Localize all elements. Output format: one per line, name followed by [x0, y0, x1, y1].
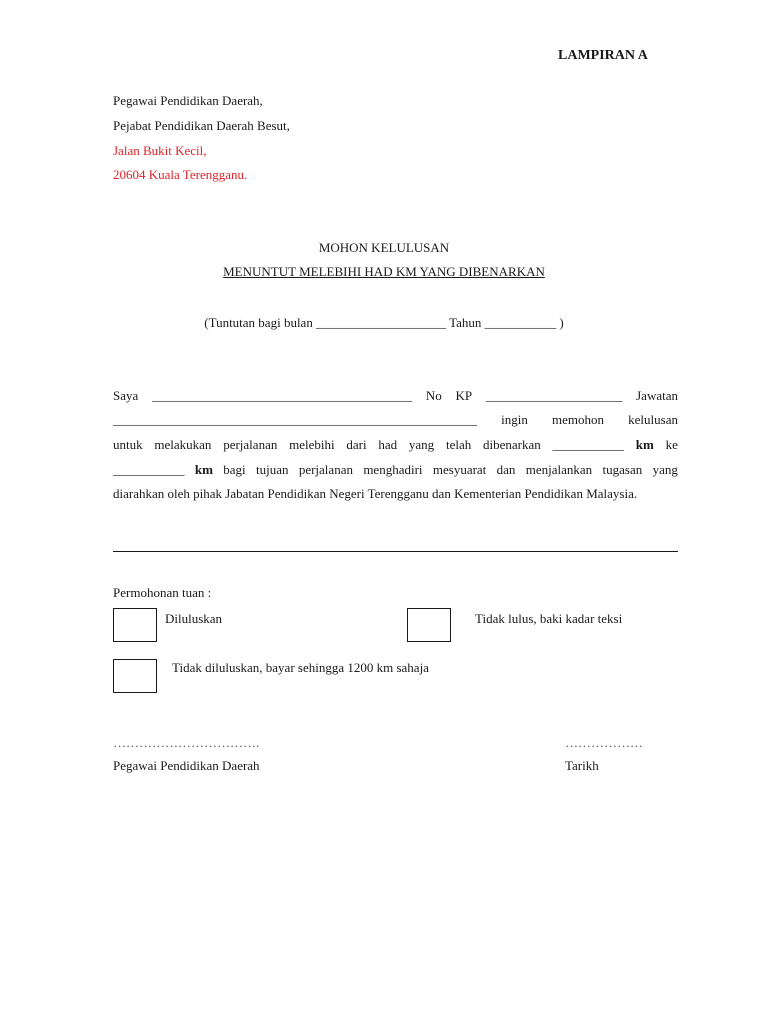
body-word: melakukan [154, 437, 212, 452]
body-word: mesyuarat [432, 462, 487, 477]
body-word: tugasan [602, 462, 643, 477]
body-line-1 [113, 388, 678, 404]
form-title: MOHON KELULUSAN [318, 240, 450, 255]
body-word: perjalanan [223, 437, 278, 452]
body-word: tujuan [255, 462, 289, 477]
signature-line-right: ……………… [565, 735, 643, 750]
address-line-3: Jalan Bukit Kecil, [113, 143, 207, 158]
body-word: had [378, 437, 398, 452]
year-blank: ___________ [484, 315, 557, 330]
body-word: dari [346, 437, 367, 452]
km-blank-2: ___________ [113, 462, 185, 477]
body-line-4 [113, 462, 678, 478]
address-line-2: Pejabat Pendidikan Daerah Besut, [113, 118, 290, 133]
body-line-2 [113, 412, 678, 428]
word-ke: ke [665, 437, 678, 452]
section-divider [113, 551, 678, 552]
claim-period-open: (Tuntutan bagi bulan [204, 315, 313, 330]
km-unit-1: km [635, 437, 654, 452]
body-line-5 [113, 486, 678, 502]
signature-line-left: ……………………………. [113, 735, 260, 750]
kp-label: KP [455, 388, 473, 403]
body-word: menjalankan [525, 462, 593, 477]
no-label: No [425, 388, 442, 403]
checkbox-tidak-lulus[interactable] [407, 608, 451, 642]
jawatan-blank: ________________________________________________________ [113, 412, 477, 427]
body-word: yang [652, 462, 678, 477]
lampiran-label: LAMPIRAN A [558, 48, 648, 63]
body-word: untuk [113, 437, 143, 452]
date-label: Tarikh [565, 758, 599, 773]
kp-blank: _____________________ [485, 388, 623, 403]
name-blank: ________________________________________ [152, 388, 413, 403]
body-line-5-text: diarahkan oleh pihak Jabatan Pendidikan Negeri Terengganu dan Kementerian Pendidikan Malaysia. [113, 486, 638, 501]
body-word: menghadiri [363, 462, 423, 477]
saya-label: Saya [113, 388, 139, 403]
signature-label-ppd: Pegawai Pendidikan Daerah [113, 758, 260, 773]
body-word: bagi [223, 462, 246, 477]
km-unit-2: km [194, 462, 213, 477]
km-blank-1: ___________ [552, 437, 625, 452]
word-memohon: memohon [552, 412, 605, 427]
option-tidak-lulus-label: Tidak lulus, baki kadar teksi [475, 611, 623, 626]
claim-period-close: ) [559, 315, 564, 330]
form-subtitle-text: MENUNTUT MELEBIHI HAD KM YANG DIBENARKAN [223, 264, 545, 279]
form-subtitle [0, 264, 768, 280]
word-ingin: ingin [501, 412, 528, 427]
body-word: melebihi [289, 437, 335, 452]
address-line-4: 20604 Kuala Terengganu. [113, 167, 248, 182]
body-word: dibenarkan [482, 437, 541, 452]
year-label: Tahun [449, 315, 482, 330]
checkbox-diluluskan[interactable] [113, 608, 157, 642]
month-blank: ____________________ [316, 315, 447, 330]
claim-period-line [0, 315, 768, 331]
decision-heading: Permohonan tuan : [113, 585, 212, 600]
body-word: dan [496, 462, 516, 477]
checkbox-tidak-diluluskan[interactable] [113, 659, 157, 693]
body-line-3 [113, 437, 678, 453]
word-kelulusan: kelulusan [628, 412, 678, 427]
body-word: yang [408, 437, 435, 452]
address-line-1: Pegawai Pendidikan Daerah, [113, 93, 263, 108]
option-tidak-diluluskan-label: Tidak diluluskan, bayar sehingga 1200 km sahaja [172, 660, 429, 675]
body-word: perjalanan [298, 462, 353, 477]
body-word: telah [445, 437, 472, 452]
jawatan-label: Jawatan [636, 388, 678, 403]
option-diluluskan-label: Diluluskan [165, 611, 223, 626]
